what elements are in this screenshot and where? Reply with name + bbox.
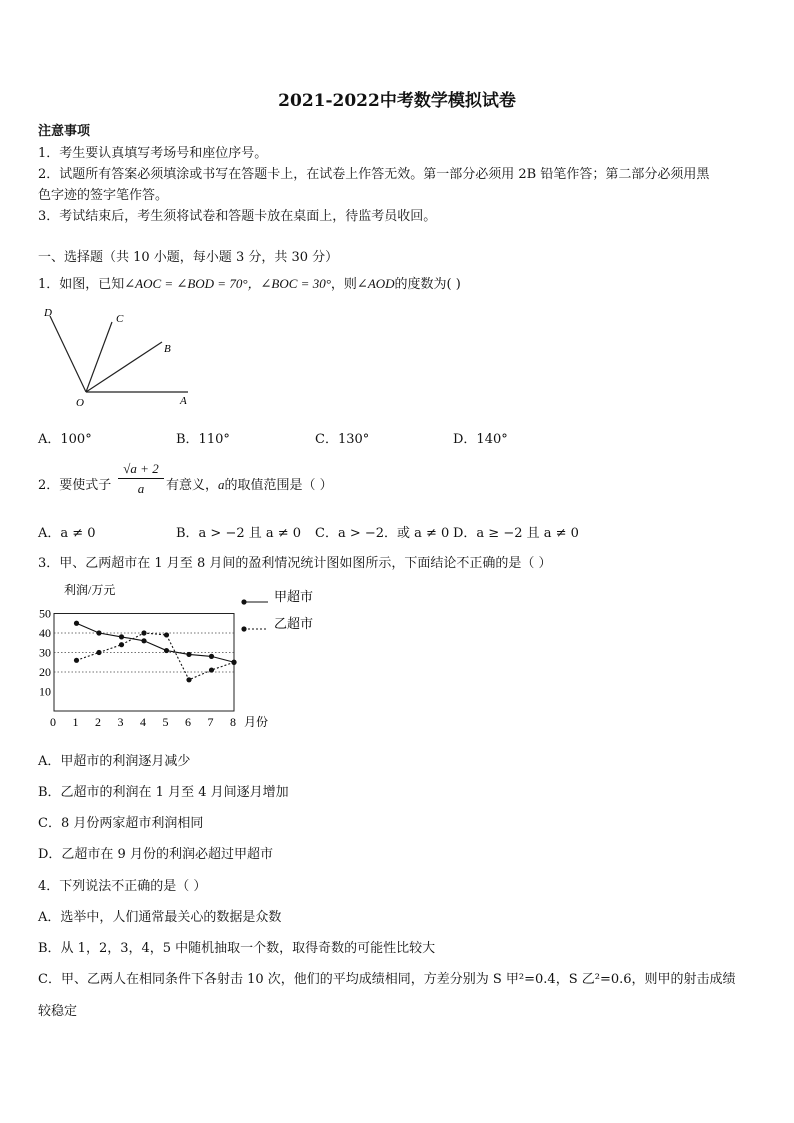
q3-option-a[interactable]: A．甲超市的利润逐月减少 [38,754,191,769]
chart-x-tick-label: 5 [162,715,169,729]
label-c: C [116,313,124,325]
q2-stem-rest [166,474,333,493]
legend-marker-2 [241,626,246,631]
chart-x-tick-label: 0 [50,715,56,729]
q1-stem-math2: ∠AOD [356,276,395,291]
chart-y-axis-label: 利润/万元 [64,583,116,597]
chart-point-series-2 [96,650,101,655]
label-o: O [76,397,84,409]
notice-item: 2．试题所有答案必须填涂或书写在答题卡上，在试卷上作答无效。第一部分必须用 2B 铅笔作答；第二部分必须用黑 [38,167,710,182]
chart-point-series-1 [186,652,191,657]
q1-option-a[interactable]: A．100° [38,432,92,447]
chart-point-series-2 [209,667,214,672]
q2-denominator: a [137,481,145,496]
chart-y-tick-label: 30 [39,645,51,660]
q2-option-a[interactable]: A．a ≠ 0 [38,526,96,541]
q3-option-d[interactable]: D．乙超市在 9 月份的利润必超过甲超市 [38,847,273,862]
chart-x-tick-label: 4 [140,715,146,729]
q1-option-c[interactable]: C．130° [315,432,370,447]
q1-option-b[interactable]: B．110° [176,432,230,447]
chart-x-tick-label: 3 [117,715,124,729]
q1-stem-b: ，则 [330,277,357,292]
angle-figure [38,302,198,412]
legend-label-1: 甲超市 [274,589,314,604]
q2-option-c[interactable]: C．a > −2．或 a ≠ 0 [315,526,450,541]
chart-x-axis-label: 月份 [244,715,269,729]
chart-point-series-2 [164,632,169,637]
chart-point-series-1 [164,648,169,653]
label-a: A [180,395,187,407]
legend-marker-1 [241,599,246,604]
chart-point-series-1 [96,630,101,635]
label-d: D [44,307,52,319]
q4-option-c-cont: 较稳定 [38,1004,78,1019]
chart-point-series-2 [141,630,146,635]
chart-point-series-2 [119,642,124,647]
notice-item: 色字迹的签字笔作答。 [38,188,169,203]
ray-ob [86,342,162,392]
q2-option-d[interactable]: D．a ≥ −2 且 a ≠ 0 [453,526,579,541]
chart-x-tick-label: 7 [207,715,214,729]
chart-y-tick-label: 20 [39,665,51,679]
q2-fraction [118,461,164,497]
chart-point-series-2 [186,677,191,682]
q2-var: a [218,477,225,492]
q4-option-a[interactable]: A．选举中，人们通常最关心的数据是众数 [38,910,282,925]
q4-option-c[interactable]: C．甲、乙两人在相同条件下各射击 10 次，他们的平均成绩相同，方差分别为 S 甲²=0.4，S 乙²=0.6，则甲的射击成绩 [38,972,736,987]
chart-point-series-1 [74,621,79,626]
q1-stem-a: 1．如图，已知 [38,277,125,292]
chart-x-tick-label: 2 [95,715,101,729]
chart-point-series-1 [119,634,124,639]
q2-option-b[interactable]: B．a > −2 且 a ≠ 0 [176,526,302,541]
q2-stem-b: 有意义， [166,478,219,493]
section-heading: 一、选择题（共 10 小题，每小题 3 分，共 30 分） [38,250,339,265]
q1-option-d[interactable]: D．140° [453,432,508,447]
q3-option-c[interactable]: C．8 月份两家超市利润相同 [38,816,204,831]
notice-item: 1．考生要认真填写考场号和座位序号。 [38,146,268,161]
q4-option-b[interactable]: B．从 1，2，3，4，5 中随机抽取一个数，取得奇数的可能性比较大 [38,941,436,956]
profit-chart [36,578,326,738]
chart-x-tick-label: 6 [185,715,191,729]
ray-oc [86,322,112,392]
q3-option-b[interactable]: B．乙超市的利润在 1 月至 4 月间逐月增加 [38,785,289,800]
legend-label-2: 乙超市 [274,616,314,631]
chart-y-tick-label: 10 [39,684,51,699]
notice-heading: 注意事项 [38,124,91,139]
label-b: B [164,343,171,355]
question-1-stem [38,273,461,292]
chart-point-series-2 [231,660,236,665]
q2-stem-a: 2．要使式子 [38,478,112,493]
chart-y-tick-label: 50 [39,606,51,621]
page-title: 2021-2022中考数学模拟试卷 [278,91,516,111]
chart-x-tick-label: 8 [230,715,236,729]
q3-stem: 3．甲、乙两超市在 1 月至 8 月间的盈利情况统计图如图所示，下面结论不正确的是（ ） [38,556,552,571]
chart-y-tick-label: 40 [39,626,51,640]
q2-numerator: √a + 2 [118,461,164,479]
notice-item: 3．考试结束后，考生须将试卷和答题卡放在桌面上，待监考员收回。 [38,209,437,224]
chart-point-series-1 [209,654,214,659]
chart-point-series-2 [74,658,79,663]
chart-x-tick-label: 1 [72,715,79,729]
q4-stem: 4．下列说法不正确的是（ ） [38,879,207,894]
q1-stem-math: ∠AOC = ∠BOD = 70°，∠BOC = 30° [124,276,331,291]
chart-plot-frame [54,614,234,712]
q2-stem-c: 的取值范围是（ ） [224,478,333,493]
chart-point-series-1 [141,638,146,643]
ray-od [50,316,86,392]
q1-stem-c: 的度数为( ) [394,277,461,292]
